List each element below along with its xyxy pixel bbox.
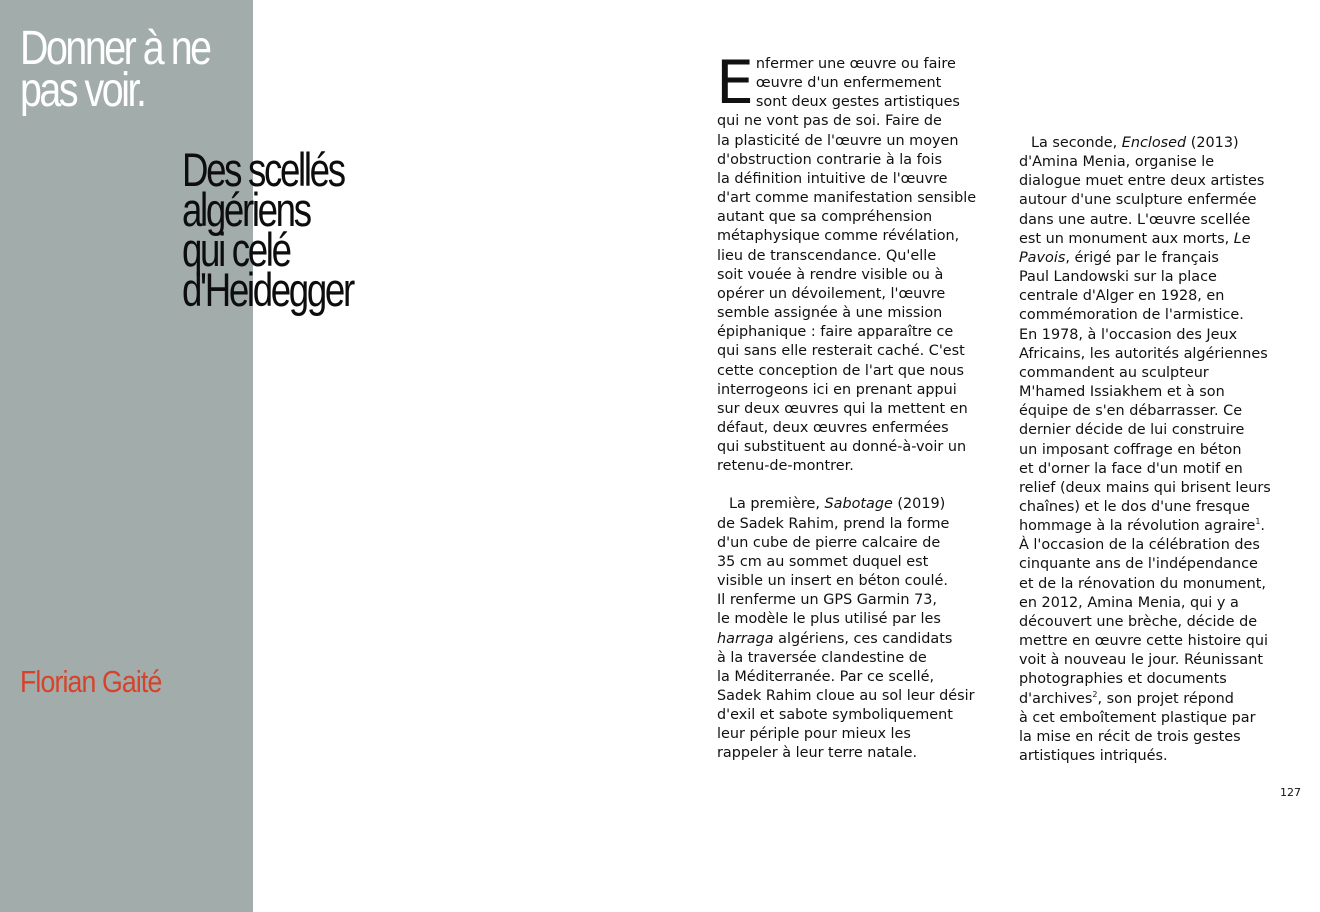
text-line — [1019, 690, 1269, 709]
text-line: de Sadek Rahim, prend la forme — [717, 515, 950, 532]
text-span: La première, — [729, 496, 825, 513]
text-line: épiphanique : faire apparaître ce — [717, 324, 954, 341]
text-line: la plasticité de l'œuvre un moyen — [717, 132, 959, 149]
text-line: cinquante ans de l'indépendance — [1019, 556, 1258, 573]
text-line: sur deux œuvres qui la mettent en — [717, 400, 968, 417]
text-line: sont deux gestes artistiques — [755, 94, 960, 111]
text-line: opérer un dévoilement, l'œuvre — [717, 285, 946, 302]
text-span: , son projet répond — [1097, 690, 1234, 707]
text-line: dialogue muet entre deux artistes — [1019, 173, 1265, 190]
text-line: À l'occasion de la célébration des — [1019, 537, 1260, 554]
text-line — [1019, 134, 1269, 153]
text-line: un imposant coffrage en béton — [1019, 441, 1242, 458]
text-line: Africains, les autorités algériennes — [1019, 345, 1268, 362]
text-line: M'hamed Issiakhem et à son — [1019, 384, 1225, 401]
text-line: qui sans elle resterait caché. C'est — [717, 343, 965, 360]
text-line: voit à nouveau le jour. Réunissant — [1019, 652, 1263, 669]
footnote-ref[interactable]: 2 — [1092, 689, 1098, 699]
text-line: soit vouée à rendre visible ou à — [717, 266, 944, 283]
article-subtitle-line: qui celé — [182, 223, 290, 276]
text-line: Il renferme un GPS Garmin 73, — [717, 592, 938, 609]
text-line: d'un cube de pierre calcaire de — [717, 534, 941, 551]
text-span: . — [1260, 518, 1265, 535]
text-line: interrogeons ici en prenant appui — [717, 381, 957, 398]
text-line: d'obstruction contrarie à la fois — [717, 151, 942, 168]
text-line: la Méditerranée. Par ce scellé, — [717, 668, 935, 685]
text-line: métaphysique comme révélation, — [717, 228, 960, 245]
text-line: d'art comme manifestation sensible — [717, 190, 977, 207]
text-line: mettre en œuvre cette histoire qui — [1019, 633, 1268, 650]
text-line: 35 cm au sommet duquel est — [717, 553, 929, 570]
text-span: hommage à la révolution agraire — [1019, 518, 1256, 535]
text-line — [1019, 230, 1269, 249]
text-line: retenu-de-montrer. — [717, 458, 854, 475]
sidebar-panel — [0, 0, 253, 912]
article-subtitle-line: algériens — [182, 183, 310, 236]
text-line: autour d'une sculpture enfermée — [1019, 192, 1257, 209]
text-line: le modèle le plus utilisé par les — [717, 611, 941, 628]
text-line — [717, 495, 967, 514]
text-line: dernier décide de lui construire — [1019, 422, 1245, 439]
text-line: et de la rénovation du monument, — [1019, 575, 1266, 592]
article-title-line: pas voir. — [20, 64, 145, 117]
text-line: Paul Landowski sur la place — [1019, 269, 1217, 286]
text-line: d'Amina Menia, organise le — [1019, 154, 1215, 171]
text-line: visible un insert en béton coulé. — [717, 573, 948, 590]
text-line: cette conception de l'art que nous — [717, 362, 965, 379]
text-span: , érigé par le français — [1065, 249, 1219, 266]
text-line: autant que sa compréhension — [717, 209, 933, 226]
page-number: 127 — [1280, 786, 1301, 799]
text-line: centrale d'Alger en 1928, en — [1019, 288, 1225, 305]
drop-cap: E — [716, 48, 754, 118]
text-line — [1019, 517, 1269, 536]
text-line: lieu de transcendance. Qu'elle — [717, 247, 937, 264]
text-line: photographies et documents — [1019, 671, 1227, 688]
article-title — [20, 22, 210, 117]
text-line: En 1978, à l'occasion des Jeux — [1019, 326, 1238, 343]
footnote-ref[interactable]: 1 — [1255, 517, 1261, 527]
text-line: en 2012, Amina Menia, qui y a — [1019, 594, 1239, 611]
author-name: Florian Gaité — [20, 664, 162, 699]
text-line: Sadek Rahim cloue au sol leur désir — [717, 688, 975, 704]
text-line: nfermer une œuvre ou faire — [755, 56, 956, 72]
text-line: artistiques intriqués. — [1019, 748, 1168, 764]
text-line: qui ne vont pas de soi. Faire de — [717, 113, 942, 130]
text-span: algériens, ces candidats — [773, 630, 953, 647]
text-span: (2013) — [1186, 135, 1239, 151]
text-line: défaut, deux œuvres enfermées — [717, 419, 949, 436]
article-subtitle — [182, 143, 353, 316]
text-line: d'exil et sabote symboliquement — [717, 707, 953, 724]
text-line: à cet emboîtement plastique par — [1019, 709, 1256, 726]
text-line: à la traversée clandestine de — [717, 649, 927, 666]
text-line: dans une autre. L'œuvre scellée — [1019, 211, 1251, 228]
text-line: œuvre d'un enfermement — [755, 75, 942, 92]
text-span: (2019) — [892, 496, 946, 513]
text-line: et d'orner la face d'un motif en — [1019, 460, 1243, 477]
text-line: commémoration de l'armistice. — [1019, 307, 1244, 324]
text-span: La seconde, — [1031, 135, 1122, 151]
text-line: rappeler à leur terre natale. — [717, 745, 918, 762]
text-line — [1019, 249, 1269, 268]
text-line — [717, 630, 967, 649]
article-title-line: Donner à ne — [20, 22, 210, 75]
work-title: Le — [1233, 230, 1251, 247]
text-line: équipe de s'en débarrasser. Ce — [1019, 403, 1243, 420]
article-subtitle-line: d'Heidegger — [182, 263, 353, 316]
text-line: leur périple pour mieux les — [717, 726, 911, 743]
article-subtitle-line: Des scellés — [182, 143, 344, 196]
italic-term: harraga — [717, 630, 774, 647]
text-line: relief (deux mains qui brisent leurs — [1019, 479, 1271, 496]
text-span: est un monument aux morts, — [1019, 230, 1234, 247]
text-line: la mise en récit de trois gestes — [1019, 728, 1241, 745]
work-title: Pavois — [1019, 249, 1066, 266]
text-line: commandent au sculpteur — [1019, 364, 1209, 381]
text-line: qui substituent au donné-à-voir un — [717, 439, 967, 456]
text-line: chaînes) et le dos d'une fresque — [1019, 498, 1250, 515]
text-line: découvert une brèche, décide de — [1019, 613, 1258, 630]
text-column-right — [1019, 134, 1269, 766]
text-line: semble assignée à une mission — [717, 305, 943, 322]
text-span: d'archives — [1019, 690, 1093, 707]
work-title: Enclosed — [1121, 135, 1187, 151]
work-title: Sabotage — [824, 496, 893, 513]
text-column-left — [716, 48, 977, 764]
text-line: la définition intuitive de l'œuvre — [717, 170, 948, 187]
